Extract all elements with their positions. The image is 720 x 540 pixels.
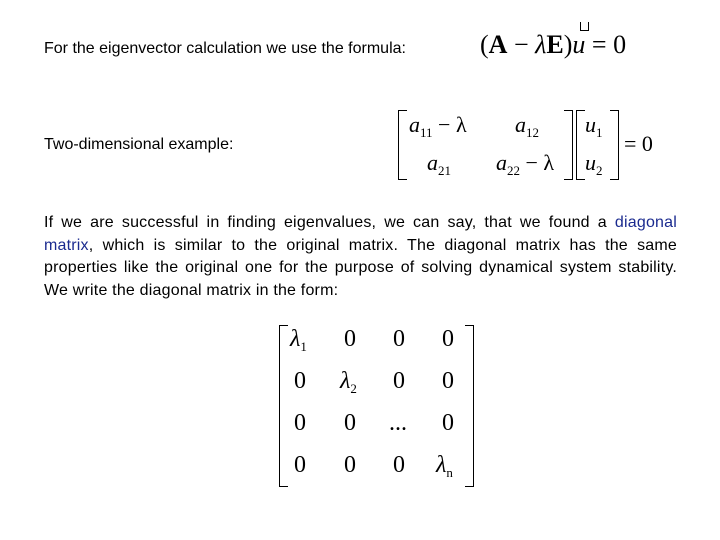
cell-a22: $a_{22} - \lambda$ xyxy=(496,150,555,178)
formula-matrix-e: E xyxy=(546,30,564,59)
diagonal-matrix-paragraph xyxy=(44,212,677,302)
formula-minus: − xyxy=(507,30,536,59)
diag-cell-lambda-n: $\lambda_n$ xyxy=(436,452,453,480)
cell-a12: $a_{12}$ xyxy=(515,112,539,140)
diag-bracket-right xyxy=(465,325,474,487)
paragraph-text-2: , which is similar to the original matrix. The diagonal matrix has the same properties like the original one for the purpose of solving dynamical system stability. We write the diagonal matrix in the form: xyxy=(44,236,677,299)
diag-cell: 0 xyxy=(393,326,405,352)
vector-bracket-left xyxy=(576,110,585,180)
formula-paren-open: ( xyxy=(480,30,489,59)
eigenvector-formula-label: For the eigenvector calculation we use the formula: xyxy=(44,40,406,57)
diag-cell: 0 xyxy=(294,452,306,478)
vector-arrow-icon xyxy=(580,22,589,31)
formula-matrix-a: A xyxy=(488,30,508,59)
diag-cell: 0 xyxy=(393,368,405,394)
matrix-bracket-right xyxy=(564,110,573,180)
matrix-bracket-left xyxy=(398,110,407,180)
formula-equals-zero: = 0 xyxy=(585,30,627,59)
diag-cell: 0 xyxy=(294,410,306,436)
cell-u2: $u_2$ xyxy=(585,150,603,178)
cell-a21: $a_{21}$ xyxy=(427,150,451,178)
diag-cell-lambda-2: $\lambda_2$ xyxy=(340,368,357,396)
vector-bracket-right xyxy=(610,110,619,180)
diag-cell-lambda-1: $\lambda_1$ xyxy=(290,326,307,354)
formula-paren-close: ) xyxy=(563,30,573,59)
eigenvector-formula xyxy=(480,30,626,60)
formula-lambda: λ xyxy=(535,30,547,59)
two-dimensional-label: Two-dimensional example: xyxy=(44,136,234,153)
diag-bracket-left xyxy=(279,325,288,487)
formula-vector-u: u xyxy=(572,30,586,59)
diag-cell: 0 xyxy=(442,410,454,436)
diag-cell: 0 xyxy=(442,326,454,352)
cell-a11: $a_{11} - \lambda$ xyxy=(409,112,467,140)
diag-cell: 0 xyxy=(344,452,356,478)
diagonal-matrix-link[interactable]: diagonal matrix xyxy=(44,214,677,254)
equals-zero: = 0 xyxy=(624,131,653,156)
diag-cell: 0 xyxy=(344,326,356,352)
diag-cell: 0 xyxy=(442,368,454,394)
diag-cell: 0 xyxy=(294,368,306,394)
diag-cell: 0 xyxy=(393,452,405,478)
paragraph-text-1: If we are successful in finding eigenvalues, we can say, that we found a xyxy=(44,214,615,231)
diag-cell: 0 xyxy=(344,410,356,436)
cell-u1: $u_1$ xyxy=(585,112,603,140)
diag-cell-ellipsis: ... xyxy=(389,410,407,436)
